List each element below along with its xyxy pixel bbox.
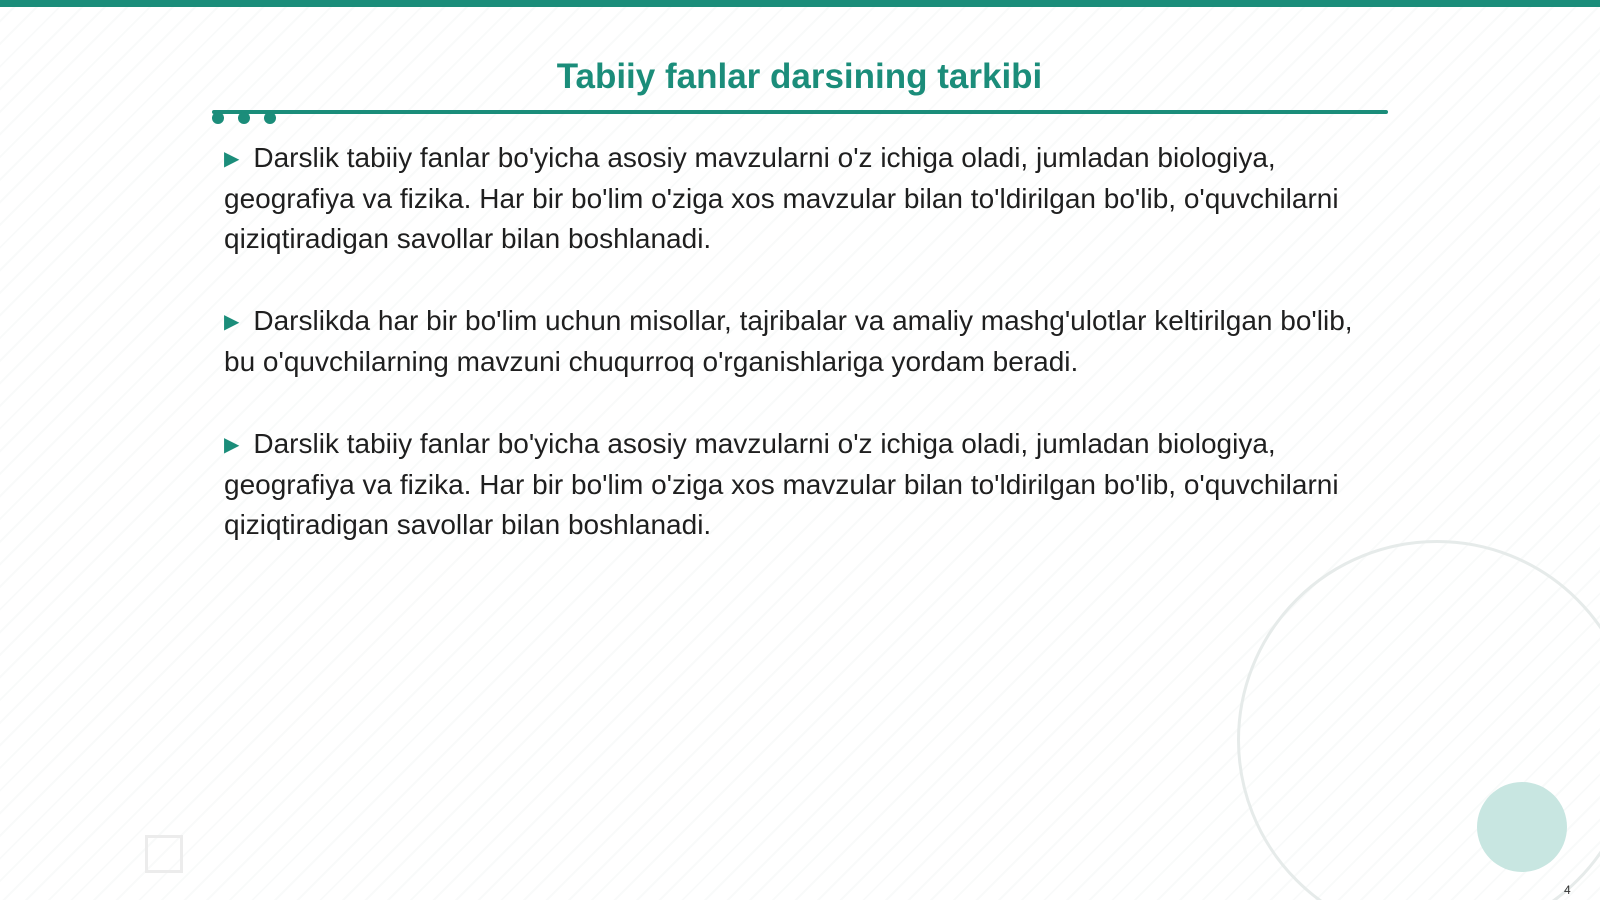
decorative-square: [145, 835, 183, 873]
slide-title: Tabiiy fanlar darsining tarkibi: [556, 57, 1043, 96]
decorative-dot-icon: [238, 112, 250, 124]
triangle-bullet-icon: ▶: [224, 434, 240, 456]
decorative-dot-icon: [212, 112, 224, 124]
page-number: 4: [1564, 883, 1571, 897]
triangle-bullet-icon: ▶: [224, 148, 240, 170]
triangle-bullet-icon: ▶: [224, 311, 240, 333]
title-underline: [212, 110, 1388, 114]
bullet-text: Darslik tabiiy fanlar bo'yicha asosiy mavzularni o'z ichiga oladi, jumladan biologiya, geografiya va fizika. Har bir bo'lim o'ziga xos mavzular bilan to'ldirilgan bo'lib, o'quvchilarni qiziqtiradigan savollar bilan boshlanadi.: [224, 428, 1339, 540]
top-accent-bar: [0, 0, 1600, 7]
bullet-list: [224, 138, 1384, 587]
bullet-item: [224, 138, 1384, 259]
decorative-dot-icon: [264, 112, 276, 124]
bullet-text: Darslikda har bir bo'lim uchun misollar, tajribalar va amaliy mashg'ulotlar keltirilgan bo'lib, bu o'quvchilarning mavzuni chuqurroq o'rganishlariga yordam beradi.: [224, 305, 1353, 377]
bullet-item: [224, 301, 1384, 382]
bullet-text: Darslik tabiiy fanlar bo'yicha asosiy mavzularni o'z ichiga oladi, jumladan biologiya, geografiya va fizika. Har bir bo'lim o'ziga xos mavzular bilan to'ldirilgan bo'lib, o'quvchilarni qiziqtiradigan savollar bilan boshlanadi.: [224, 142, 1339, 254]
decorative-circle: [1477, 782, 1567, 872]
bullet-item: [224, 424, 1384, 545]
